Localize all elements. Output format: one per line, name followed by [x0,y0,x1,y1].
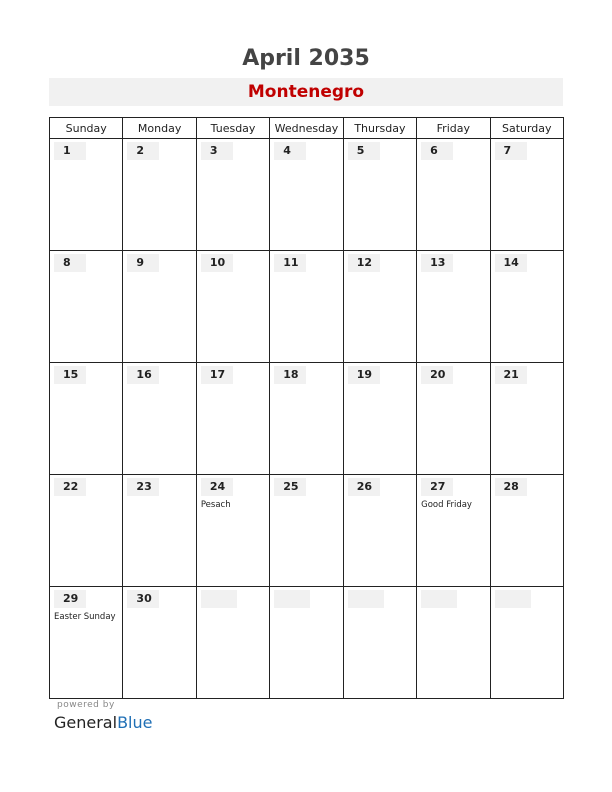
day-number: 27 [421,478,453,496]
day-cell[interactable] [123,475,196,587]
day-number [348,590,384,608]
day-number: 12 [348,254,380,272]
day-cell[interactable] [196,139,269,251]
day-cell[interactable] [343,475,416,587]
calendar-grid [49,117,564,699]
day-cell[interactable] [123,139,196,251]
day-cell[interactable] [123,251,196,363]
day-cell[interactable] [490,251,563,363]
brand-blue-text: Blue [117,713,153,732]
calendar-title: April 2035 [242,46,370,71]
weekday-header: Monday [123,118,196,139]
day-number: 9 [127,254,159,272]
country-name: Montenegro [247,82,365,102]
day-number [274,590,310,608]
day-cell[interactable] [270,139,343,251]
day-cell[interactable] [270,587,343,699]
day-number [201,590,237,608]
weekday-header: Friday [417,118,490,139]
day-cell[interactable] [50,251,123,363]
day-number: 4 [274,142,306,160]
day-cell[interactable] [196,587,269,699]
weekday-header: Sunday [50,118,123,139]
holiday-label: Easter Sunday [54,612,116,622]
country-banner [49,78,563,106]
day-number: 16 [127,366,159,384]
day-cell[interactable] [417,587,490,699]
day-cell[interactable] [343,363,416,475]
day-number: 25 [274,478,306,496]
week-row [50,363,564,475]
day-cell[interactable] [343,587,416,699]
holiday-label: Pesach [200,500,231,510]
day-cell[interactable] [270,363,343,475]
day-number: 2 [127,142,159,160]
day-cell[interactable] [270,251,343,363]
day-number: 8 [54,254,86,272]
day-number: 17 [201,366,233,384]
generalblue-logo[interactable] [54,713,152,732]
brand-general-text: General [54,713,118,732]
day-number [495,590,531,608]
day-number: 26 [348,478,380,496]
day-number: 7 [495,142,527,160]
day-cell[interactable] [343,251,416,363]
day-number: 3 [201,142,233,160]
day-number [421,590,457,608]
day-cell[interactable] [50,363,123,475]
day-cell[interactable] [270,475,343,587]
weekday-header: Tuesday [196,118,269,139]
day-cell[interactable] [490,587,563,699]
day-cell[interactable] [50,587,123,699]
day-cell[interactable] [196,475,269,587]
day-cell[interactable] [490,139,563,251]
day-number: 13 [421,254,453,272]
day-number: 1 [54,142,86,160]
day-cell[interactable] [490,475,563,587]
day-number: 20 [421,366,453,384]
weekday-header: Saturday [490,118,563,139]
day-cell[interactable] [490,363,563,475]
holiday-label: Good Friday [421,500,472,510]
day-number: 18 [274,366,306,384]
powered-by-text: powered by [57,700,115,710]
day-number: 15 [54,366,86,384]
day-number: 19 [348,366,380,384]
day-number: 14 [495,254,527,272]
week-row [50,475,564,587]
day-cell[interactable] [123,363,196,475]
week-row [50,139,564,251]
day-cell[interactable] [417,139,490,251]
day-number: 23 [127,478,159,496]
day-number: 28 [495,478,527,496]
day-number: 22 [54,478,86,496]
weekday-header: Wednesday [270,118,343,139]
day-number: 6 [421,142,453,160]
day-cell[interactable] [123,587,196,699]
day-cell[interactable] [50,139,123,251]
week-row [50,587,564,699]
day-number: 10 [201,254,233,272]
day-cell[interactable] [196,363,269,475]
day-cell[interactable] [417,363,490,475]
day-cell[interactable] [50,475,123,587]
day-number: 24 [201,478,233,496]
day-number: 21 [495,366,527,384]
day-cell[interactable] [417,475,490,587]
day-number: 29 [54,590,86,608]
day-number: 30 [127,590,159,608]
day-number: 11 [274,254,306,272]
weekday-header: Thursday [343,118,416,139]
weekday-header-row [50,118,564,139]
day-cell[interactable] [196,251,269,363]
day-cell[interactable] [417,251,490,363]
week-row [50,251,564,363]
day-cell[interactable] [343,139,416,251]
day-number: 5 [348,142,380,160]
